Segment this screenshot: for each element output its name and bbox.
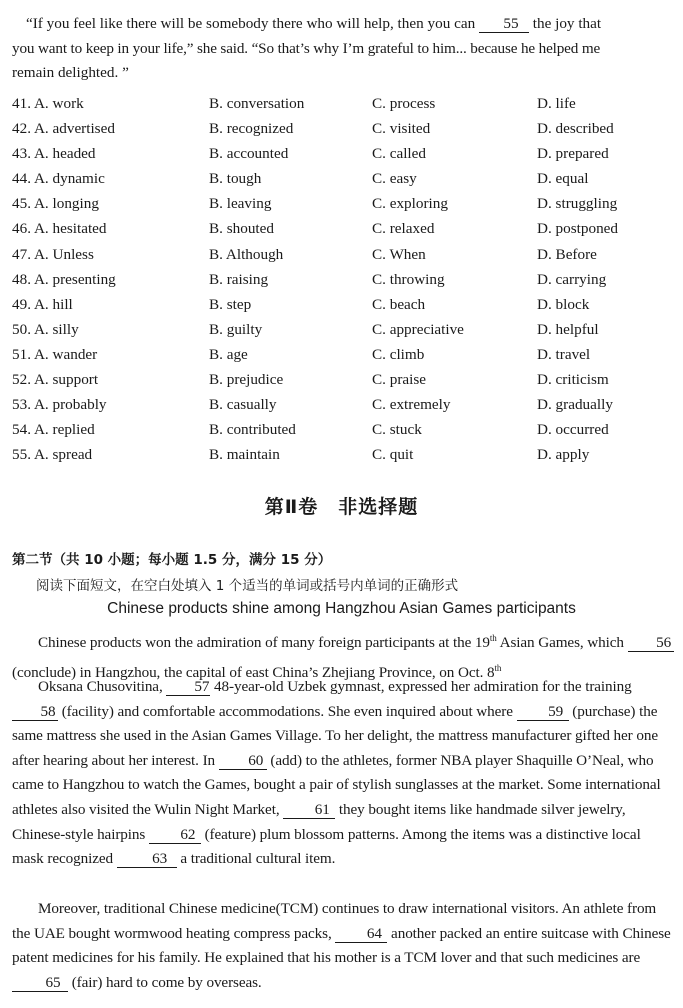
option-b: B. conversation [209, 95, 305, 112]
option-b: B. accounted [209, 145, 289, 163]
option-c: C. extremely [372, 396, 451, 414]
option-row-53 [12, 392, 672, 417]
passage-paragraph-3 [12, 897, 674, 995]
option-d: D. carrying [537, 270, 607, 288]
option-d: D. travel [537, 345, 591, 363]
option-c: C. exploring [372, 195, 448, 213]
question-number: 52. [12, 371, 31, 389]
option-a: A. dynamic [33, 170, 105, 188]
option-b: B. maintain [209, 446, 280, 464]
question-number: 51. [12, 345, 31, 363]
option-row-50 [12, 317, 672, 342]
passage-text: another packed an entire suitcase with Chinese patent medicines for his family. He explained that his mother is a TCM lover and that such medicines are [12, 924, 671, 967]
question-number: 42. [12, 120, 31, 138]
blank-58: 58 [12, 704, 58, 721]
option-a: A. hesitated [33, 220, 107, 238]
option-c: C. praise [372, 371, 426, 389]
option-b: B. age [209, 345, 248, 363]
passage-text: Moreover, traditional Chinese medicine(TCM) continues to draw international visitors. An athlete from the UAE bought wormwood heating compress packs, [12, 900, 657, 942]
option-a: A. work [33, 95, 84, 112]
option-a: A. Unless [33, 245, 94, 263]
option-row-44 [12, 166, 672, 191]
question-number: 44. [12, 170, 31, 188]
blank-61: 61 [283, 802, 335, 819]
option-row-41 [12, 91, 672, 116]
option-b: B. tough [209, 170, 262, 188]
blank-59: 59 [517, 704, 569, 721]
option-b: B. casually [209, 396, 277, 414]
option-row-55 [12, 442, 672, 467]
option-row-51 [12, 342, 672, 367]
option-d: D. block [537, 295, 590, 313]
section-label: 第二节（共 10 小题；每小题 1.5 分，满分 15 分） [12, 552, 332, 568]
blank-56: 56 [628, 635, 674, 652]
options-list [12, 91, 672, 467]
option-b: B. leaving [209, 195, 272, 213]
option-b: B. shouted [209, 220, 274, 238]
question-number: 43. [12, 145, 31, 163]
blank-64: 64 [335, 926, 387, 943]
option-c: C. quit [372, 446, 414, 464]
option-row-46 [12, 216, 672, 241]
passage-text: (feature) plum blossom patterns. Among the items was a distinctive local mask recognized [12, 825, 641, 868]
option-row-47 [12, 242, 672, 267]
question-number: 55. [12, 446, 31, 464]
option-c: C. stuck [372, 421, 422, 439]
top-passage-line2: you want to keep in your life,” she said. “So that’s why I’m grateful to him... because he helped me [12, 39, 601, 57]
passage-text: Asian Games, which [496, 634, 628, 652]
option-a: A. hill [33, 295, 73, 313]
passage-text: (add) to the athletes, former NBA player Shaquille O’Neal, who came to Hangzhou to watch the Games, bought a pair of stylish sunglasses at the market. Some international athletes also visited the Wulin Night Market, [12, 751, 661, 818]
option-c: C. beach [372, 295, 426, 313]
option-c: C. appreciative [372, 320, 464, 338]
option-a: A. probably [33, 396, 107, 414]
option-a: A. headed [33, 145, 96, 163]
passage-title: Chinese products shine among Hangzhou Asian Games participants [107, 600, 576, 617]
passage-text: (purchase) the same mattress she used in the Asian Games Village. To her delight, the mattress manufacturer gifted her one after hearing about her interest. In [12, 702, 658, 769]
option-d: D. criticism [537, 371, 609, 389]
option-a: A. support [33, 371, 99, 389]
passage-text: the joy that [532, 15, 602, 32]
question-number: 48. [12, 270, 31, 288]
option-a: A. wander [33, 345, 98, 363]
passage-text: Chinese products won the admiration of many foreign participants at the 19 [38, 634, 490, 652]
option-d: D. occurred [537, 421, 609, 439]
question-number: 49. [12, 295, 31, 313]
option-c: C. climb [372, 345, 425, 363]
option-c: C. easy [372, 170, 417, 188]
option-d: D. struggling [537, 195, 618, 213]
question-number: 41. [12, 95, 31, 112]
option-b: B. contributed [209, 421, 296, 439]
top-passage [12, 12, 674, 86]
option-c: C. When [372, 245, 426, 263]
option-row-48 [12, 267, 672, 292]
question-number: 53. [12, 396, 31, 414]
option-c: C. visited [372, 120, 431, 138]
option-a: A. silly [33, 320, 79, 338]
option-d: D. described [537, 120, 614, 138]
option-c: C. process [372, 95, 436, 112]
option-d: D. Before [537, 245, 597, 263]
option-a: A. spread [33, 446, 93, 464]
passage-text: “If you feel like there will be somebody there who will help, then you can [26, 15, 476, 32]
option-a: A. replied [33, 421, 95, 439]
question-number: 46. [12, 220, 31, 238]
option-c: C. throwing [372, 270, 445, 288]
superscript: th [489, 633, 497, 643]
option-b: B. recognized [209, 120, 294, 138]
passage-text: (fair) hard to come by overseas. [68, 973, 262, 991]
option-d: D. prepared [537, 145, 609, 163]
option-b: B. step [209, 295, 252, 313]
option-d: D. gradually [537, 396, 613, 414]
question-number: 47. [12, 245, 31, 263]
blank-60: 60 [219, 753, 267, 770]
option-c: C. relaxed [372, 220, 435, 238]
top-passage-line3: remain delighted. ” [12, 64, 129, 82]
option-d: D. apply [537, 446, 590, 464]
option-row-45 [12, 191, 672, 216]
passage-paragraph-2 [12, 675, 674, 872]
option-d: D. equal [537, 170, 589, 188]
option-b: B. guilty [209, 320, 263, 338]
question-number: 50. [12, 320, 31, 338]
option-row-54 [12, 417, 672, 442]
part-heading: 第Ⅱ卷 非选择题 [264, 496, 419, 518]
option-b: B. prejudice [209, 371, 284, 389]
option-d: D. postponed [537, 220, 618, 238]
passage-text: (facility) and comfortable accommodations. She even inquired about where [58, 702, 517, 720]
option-row-52 [12, 367, 672, 392]
option-a: A. longing [33, 195, 99, 213]
option-c: C. called [372, 145, 426, 163]
superscript: th [494, 662, 502, 673]
blank-55: 55 [479, 16, 529, 33]
option-a: A. presenting [33, 270, 116, 288]
option-row-42 [12, 116, 672, 141]
option-a: A. advertised [33, 120, 115, 138]
question-number: 45. [12, 195, 31, 213]
blank-62: 62 [149, 827, 201, 844]
blank-63: 63 [117, 851, 177, 868]
top-passage-line1 [12, 12, 674, 37]
option-row-43 [12, 141, 672, 166]
question-number: 54. [12, 421, 31, 439]
passage-text: Oksana Chusovitina, [38, 678, 167, 695]
option-b: B. raising [209, 270, 269, 288]
blank-65: 65 [12, 975, 68, 992]
option-d: D. life [537, 95, 576, 112]
option-b: B. Although [209, 245, 284, 263]
passage-text: 48-year-old Uzbek gymnast, expressed her admiration for the training [210, 678, 632, 695]
passage-text: a traditional cultural item. [176, 850, 336, 868]
instruction-text: 阅读下面短文，在空白处填入 1 个适当的单词或括号内单词的正确形式 [36, 578, 459, 594]
option-d: D. helpful [537, 320, 599, 338]
passage-text: they bought items like handmade silver jewelry, Chinese-style hairpins [12, 800, 626, 843]
blank-57: 57 [166, 679, 210, 696]
option-row-49 [12, 292, 672, 317]
passage-text: (conclude) in Hangzhou, the capital of east China’s Zhejiang Province, on Oct. 8 [12, 663, 495, 681]
